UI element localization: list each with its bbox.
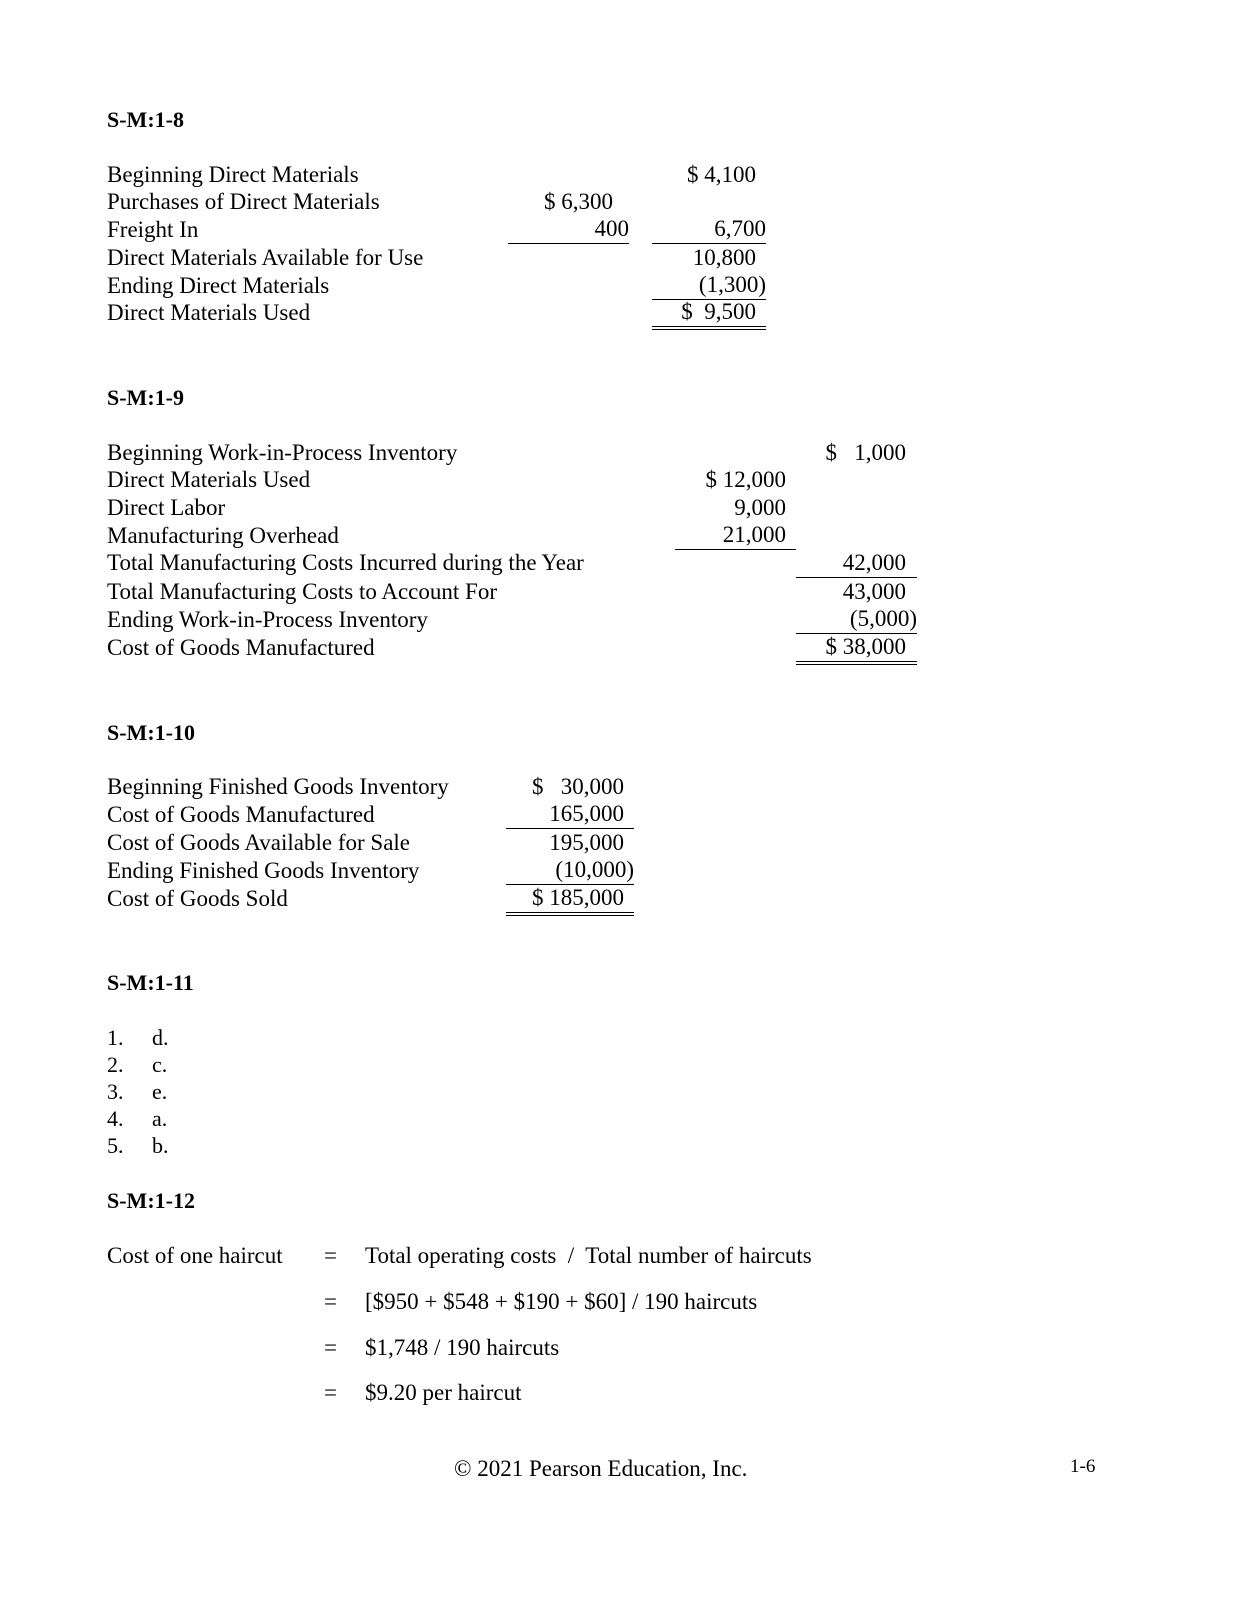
row-label: Cost of Goods Manufactured bbox=[107, 635, 375, 660]
row-label: Purchases of Direct Materials bbox=[107, 189, 380, 214]
formula-line: Total operating costs / Total number of haircuts bbox=[365, 1243, 812, 1268]
formula-line: [$950 + $548 + $190 + $60] / 190 haircuts bbox=[365, 1289, 758, 1314]
total-cell: $ 38,000 bbox=[796, 633, 917, 665]
equals-sign: = bbox=[324, 1380, 337, 1405]
total-cell: $ 9,500 bbox=[652, 298, 766, 330]
row-label: Beginning Direct Materials bbox=[107, 162, 359, 187]
amount-cell: $ 4,100 bbox=[687, 162, 756, 187]
page-number: 1-6 bbox=[1070, 1456, 1096, 1477]
row-label: Cost of Goods Sold bbox=[107, 886, 288, 911]
list-item-answer: c. bbox=[152, 1052, 168, 1077]
row-label: Ending Finished Goods Inventory bbox=[107, 858, 420, 883]
list-item-number: 4. bbox=[107, 1106, 124, 1131]
equals-sign: = bbox=[324, 1289, 337, 1314]
list-item-number: 1. bbox=[107, 1025, 124, 1050]
amount-cell: 43,000 bbox=[842, 579, 906, 604]
list-item-number: 5. bbox=[107, 1133, 124, 1158]
list-item-answer: a. bbox=[152, 1106, 168, 1131]
section-heading-sm1-8: S-M:1-8 bbox=[107, 107, 184, 132]
amount-cell: (5,000) bbox=[796, 605, 917, 634]
row-label: Freight In bbox=[107, 217, 199, 242]
amount-cell: 21,000 bbox=[675, 521, 796, 550]
equals-sign: = bbox=[324, 1335, 337, 1360]
row-label: Cost of Goods Manufactured bbox=[107, 802, 375, 827]
row-label: Beginning Work-in-Process Inventory bbox=[107, 440, 458, 465]
section-heading-sm1-12: S-M:1-12 bbox=[107, 1188, 195, 1213]
formula-line: $1,748 / 190 haircuts bbox=[365, 1335, 560, 1360]
row-label: Ending Direct Materials bbox=[107, 273, 330, 298]
row-label: Direct Labor bbox=[107, 495, 226, 520]
copyright-footer: © 2021 Pearson Education, Inc. bbox=[454, 1456, 748, 1481]
amount-cell: 195,000 bbox=[549, 830, 624, 855]
formula-line: $9.20 per haircut bbox=[365, 1380, 522, 1405]
amount-cell: $ 6,300 bbox=[544, 189, 613, 214]
section-heading-sm1-9: S-M:1-9 bbox=[107, 385, 184, 410]
row-label: Direct Materials Used bbox=[107, 467, 311, 492]
row-label: Total Manufacturing Costs to Account For bbox=[107, 579, 497, 604]
amount-cell: 400 bbox=[508, 215, 629, 244]
list-item-answer: e. bbox=[152, 1079, 168, 1104]
section-heading-sm1-11: S-M:1-11 bbox=[107, 970, 194, 995]
amount-cell: 42,000 bbox=[796, 549, 917, 578]
amount-cell: $ 12,000 bbox=[705, 467, 786, 492]
amount-cell: $ 30,000 bbox=[532, 774, 624, 799]
row-label: Cost of Goods Available for Sale bbox=[107, 830, 410, 855]
section-heading-sm1-10: S-M:1-10 bbox=[107, 720, 195, 745]
amount-cell: (10,000) bbox=[506, 856, 634, 885]
row-label: Total Manufacturing Costs Incurred during the Year bbox=[107, 550, 584, 575]
amount-cell: 9,000 bbox=[734, 495, 786, 520]
list-item-number: 2. bbox=[107, 1052, 124, 1077]
list-item-answer: d. bbox=[152, 1025, 169, 1050]
row-label: Direct Materials Used bbox=[107, 300, 311, 325]
amount-cell: 165,000 bbox=[506, 800, 634, 829]
formula-label: Cost of one haircut bbox=[107, 1243, 283, 1268]
list-item-answer: b. bbox=[152, 1133, 169, 1158]
amount-cell: $ 1,000 bbox=[825, 440, 906, 465]
amount-cell: 6,700 bbox=[652, 215, 766, 244]
row-label: Direct Materials Available for Use bbox=[107, 245, 424, 270]
row-label: Ending Work-in-Process Inventory bbox=[107, 607, 428, 632]
amount-cell: (1,300) bbox=[652, 271, 766, 300]
equals-sign: = bbox=[324, 1243, 337, 1268]
row-label: Beginning Finished Goods Inventory bbox=[107, 774, 449, 799]
amount-cell: 10,800 bbox=[692, 245, 756, 270]
total-cell: $ 185,000 bbox=[506, 884, 634, 916]
list-item-number: 3. bbox=[107, 1079, 124, 1104]
row-label: Manufacturing Overhead bbox=[107, 523, 339, 548]
